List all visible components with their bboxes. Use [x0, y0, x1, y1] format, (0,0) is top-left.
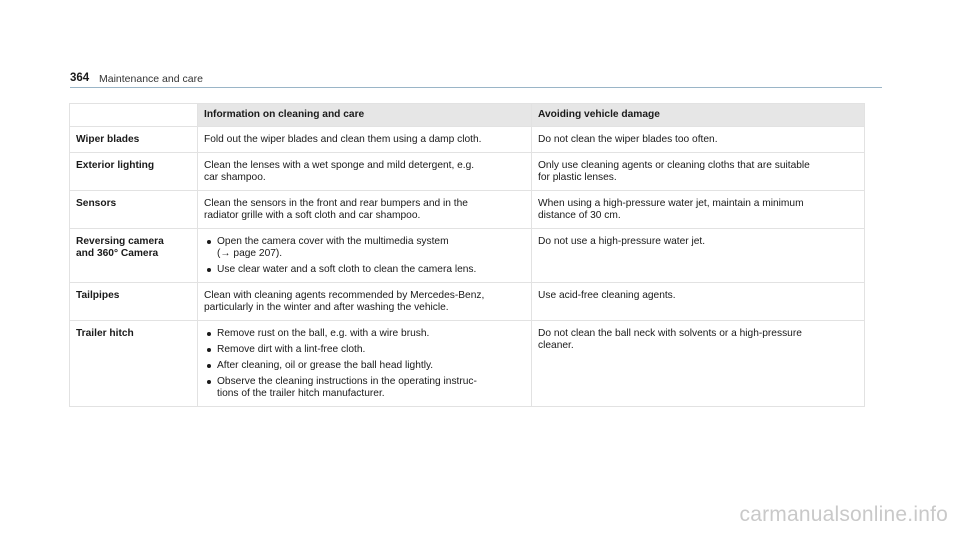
- text-line: Use clear water and a soft cloth to clean the camera lens.: [217, 264, 477, 275]
- avoid-cell: [532, 283, 865, 321]
- bullet-item: [204, 264, 525, 276]
- row-label-line: and 360° Camera: [76, 248, 159, 259]
- bullet-item: [204, 344, 525, 356]
- bullet-item: [204, 376, 525, 400]
- table-row: [70, 229, 865, 283]
- avoid-cell: [532, 153, 865, 191]
- text-line: Clean with cleaning agents recommended by Mercedes-Benz,: [204, 290, 485, 301]
- care-cell: [198, 191, 532, 229]
- column-header-care: Information on cleaning and care: [198, 104, 532, 127]
- row-label-trailer-hitch: Trailer hitch: [70, 321, 198, 407]
- bullet-item: [204, 236, 525, 260]
- text-line: When using a high-pressure water jet, maintain a minimum: [538, 198, 804, 209]
- care-cell: [198, 283, 532, 321]
- avoid-cell: [532, 321, 865, 407]
- care-cell: [198, 229, 532, 283]
- text-line: Clean the lenses with a wet sponge and mild detergent, e.g.: [204, 160, 475, 171]
- care-cell: [198, 153, 532, 191]
- page-header: [70, 70, 882, 88]
- table-row: [70, 321, 865, 407]
- text-line: After cleaning, oil or grease the ball head lightly.: [217, 360, 434, 371]
- text-line: Remove dirt with a lint-free cloth.: [217, 344, 366, 355]
- row-label-sensors: Sensors: [70, 191, 198, 229]
- text-line: Do not clean the ball neck with solvents or a high-pressure: [538, 328, 802, 339]
- text-line: Observe the cleaning instructions in the operating instruc-: [217, 376, 477, 387]
- text-line: Remove rust on the ball, e.g. with a wire brush.: [217, 328, 430, 339]
- bullet-list: [204, 236, 525, 276]
- text-line: particularly in the winter and after washing the vehicle.: [204, 302, 449, 313]
- care-cell: [198, 127, 532, 153]
- table-row: [70, 153, 865, 191]
- row-label-tailpipes: Tailpipes: [70, 283, 198, 321]
- text-line: Open the camera cover with the multimedia system: [217, 236, 449, 247]
- text-line: tions of the trailer hitch manufacturer.: [217, 388, 385, 399]
- bullet-item: [204, 360, 525, 372]
- watermark: carmanualsonline.info: [739, 503, 948, 526]
- text-line: car shampoo.: [204, 172, 266, 183]
- page-number: 364: [70, 72, 90, 84]
- text-line: radiator grille with a soft cloth and car shampoo.: [204, 210, 421, 221]
- cleaning-care-table: [69, 103, 865, 407]
- bullet-list: [204, 328, 525, 400]
- header-divider: [70, 87, 882, 88]
- row-label-wiper-blades: Wiper blades: [70, 127, 198, 153]
- bullet-item: [204, 328, 525, 340]
- table-row: [70, 127, 865, 153]
- avoid-cell: [532, 191, 865, 229]
- row-label-line: Reversing camera: [76, 236, 164, 247]
- table-row: [70, 191, 865, 229]
- avoid-cell: [532, 127, 865, 153]
- text-line: Do not clean the wiper blades too often.: [538, 134, 718, 145]
- page-reference[interactable]: (→ page 207).: [217, 248, 283, 259]
- text-line: Do not use a high-pressure water jet.: [538, 236, 706, 247]
- row-label-reversing-camera: [70, 229, 198, 283]
- text-line: Only use cleaning agents or cleaning cloths that are suitable: [538, 160, 810, 171]
- care-cell: [198, 321, 532, 407]
- table-header-row: [70, 104, 865, 127]
- row-label-exterior-lighting: Exterior lighting: [70, 153, 198, 191]
- text-line: distance of 30 cm.: [538, 210, 621, 221]
- text-line: Use acid-free cleaning agents.: [538, 290, 676, 301]
- text-line: Fold out the wiper blades and clean them using a damp cloth.: [204, 134, 482, 145]
- table-row: [70, 283, 865, 321]
- text-line: Clean the sensors in the front and rear bumpers and in the: [204, 198, 468, 209]
- section-title: Maintenance and care: [99, 73, 203, 85]
- avoid-cell: [532, 229, 865, 283]
- column-header-avoid: Avoiding vehicle damage: [532, 104, 865, 127]
- text-line: for plastic lenses.: [538, 172, 617, 183]
- text-line: cleaner.: [538, 340, 574, 351]
- corner-cell: [70, 104, 198, 127]
